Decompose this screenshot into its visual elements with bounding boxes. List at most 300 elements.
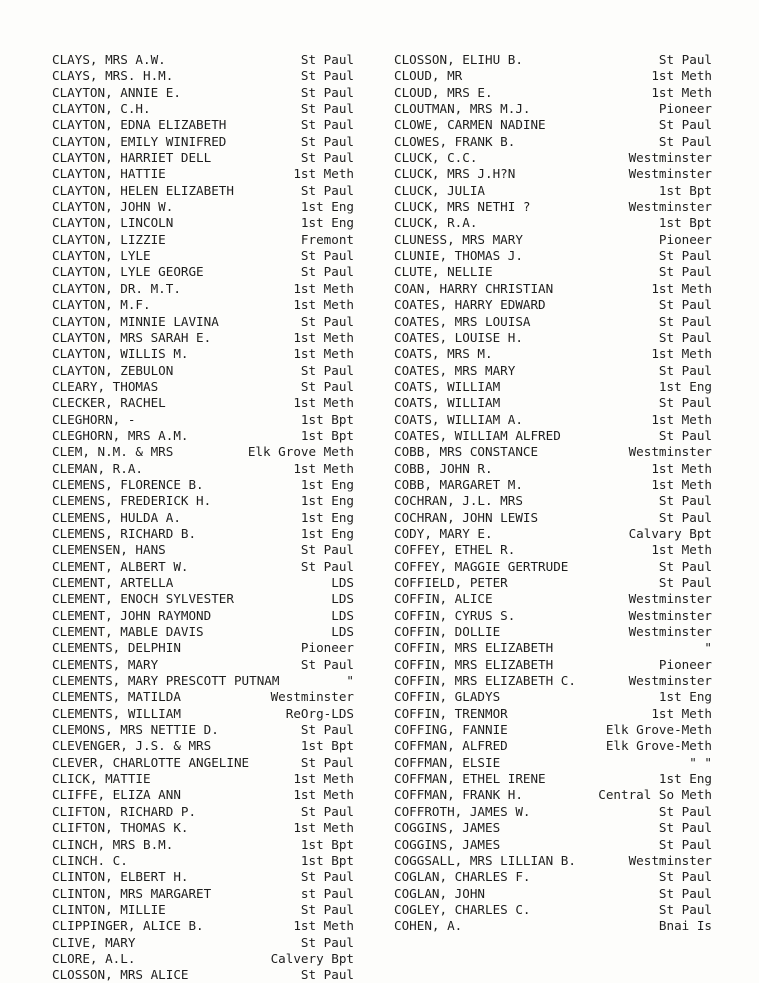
- directory-entry: [394, 755, 712, 771]
- entry-church: 1st Meth: [293, 820, 354, 836]
- directory-entry: [52, 444, 354, 460]
- entry-name: COGLAN, JOHN: [394, 885, 485, 901]
- directory-entry: [394, 346, 712, 362]
- entry-name: CLEMENS, FREDERICK H.: [52, 493, 212, 509]
- entry-name: CLEMENT, ENOCH SYLVESTER: [52, 591, 234, 607]
- directory-entry: [394, 526, 712, 542]
- entry-name: CLEM, N.M. & MRS: [52, 444, 174, 460]
- directory-entry: [52, 379, 354, 395]
- entry-church: St Paul: [658, 362, 712, 378]
- entry-church: 1st Eng: [300, 493, 354, 509]
- entry-name: CLECKER, RACHEL: [52, 395, 166, 411]
- entry-name: COFFMAN, ALFRED: [394, 738, 508, 754]
- entry-church: St Paul: [658, 820, 712, 836]
- entry-name: COGLAN, CHARLES F.: [394, 869, 531, 885]
- directory-entry: [394, 706, 712, 722]
- directory-entry: [394, 542, 712, 558]
- entry-name: CLAYTON, LYLE: [52, 248, 151, 264]
- directory-entry: [52, 101, 354, 117]
- directory-entry: [394, 330, 712, 346]
- entry-church: Fremont: [300, 231, 354, 247]
- entry-name: CLINTON, MRS MARGARET: [52, 885, 212, 901]
- entry-church: St Paul: [300, 101, 354, 117]
- entry-church: 1st Meth: [651, 705, 712, 721]
- directory-entry: [52, 281, 354, 297]
- directory-entry: [394, 314, 712, 330]
- entry-name: CLUCK, MRS NETHI ?: [394, 199, 531, 215]
- directory-entry: [394, 215, 712, 231]
- entry-name: COFFIELD, PETER: [394, 575, 508, 590]
- entry-name: COFFIN, TRENMOR: [394, 705, 508, 721]
- directory-entry: [394, 689, 712, 705]
- entry-name: COGGSALL, MRS LILLIAN B.: [394, 852, 576, 868]
- entry-church: St Paul: [300, 52, 354, 67]
- entry-name: COFFIN, DOLLIE: [394, 624, 501, 640]
- directory-entry: [52, 706, 354, 722]
- directory-entry: [52, 787, 354, 803]
- directory-entry: [394, 297, 712, 313]
- directory-entry: [52, 232, 354, 248]
- entry-name: CLEMENT, MABLE DAVIS: [52, 624, 204, 640]
- entry-church: St Paul: [658, 248, 712, 264]
- entry-church: St Paul: [658, 52, 712, 67]
- entry-church: 1st Meth: [651, 346, 712, 362]
- entry-church: 1st Meth: [293, 771, 354, 787]
- directory-entry: [394, 640, 712, 656]
- entry-church: Elk Grove Meth: [247, 444, 354, 460]
- directory-entry: [52, 886, 354, 902]
- entry-name: CLIFTON, THOMAS K.: [52, 820, 189, 836]
- entry-church: 1st Meth: [651, 460, 712, 476]
- entry-church: 1st Meth: [293, 280, 354, 296]
- directory-entry: [394, 183, 712, 199]
- entry-name: CLEMENS, RICHARD B.: [52, 525, 197, 541]
- directory-entry: [52, 248, 354, 264]
- entry-church: 1st Meth: [651, 280, 712, 296]
- directory-entry: [52, 117, 354, 133]
- entry-church: Bnai Is: [658, 918, 712, 934]
- entry-church: Pioneer: [658, 656, 712, 672]
- entry-church: 1st Bpt: [300, 738, 354, 754]
- entry-name: COATES, HARRY EDWARD: [394, 297, 546, 313]
- entry-name: CLAYTON, MINNIE LAVINA: [52, 313, 219, 329]
- directory-entry: [52, 85, 354, 101]
- directory-entry: [394, 281, 712, 297]
- directory-entry: [394, 428, 712, 444]
- directory-entry: [394, 918, 712, 934]
- entry-name: CLAYS, MRS. H.M.: [52, 68, 174, 84]
- directory-entry: [52, 52, 354, 68]
- directory-entry: [52, 542, 354, 558]
- entry-church: St Paul: [658, 558, 712, 574]
- entry-church: 1st Eng: [300, 476, 354, 492]
- directory-entry: [52, 591, 354, 607]
- directory-entry: [394, 232, 712, 248]
- right-column: [394, 52, 712, 935]
- directory-entry: [52, 869, 354, 885]
- directory-entry: [52, 689, 354, 705]
- entry-church: ": [704, 640, 712, 656]
- directory-entry: [394, 624, 712, 640]
- entry-name: COAN, HARRY CHRISTIAN: [394, 280, 554, 296]
- directory-entry: [52, 804, 354, 820]
- entry-church: LDS: [331, 607, 354, 623]
- directory-entry: [52, 493, 354, 509]
- directory-entry: [394, 820, 712, 836]
- entry-name: COATS, WILLIAM: [394, 395, 501, 411]
- entry-church: 1st Bpt: [658, 215, 712, 231]
- directory-entry: [52, 461, 354, 477]
- entry-church: St Paul: [300, 378, 354, 394]
- entry-name: COATS, MRS M.: [394, 346, 493, 362]
- entry-church: St Paul: [300, 803, 354, 819]
- directory-entry: [394, 444, 712, 460]
- entry-name: CLOUD, MRS E.: [394, 84, 493, 100]
- entry-name: CLEMAN, R.A.: [52, 460, 143, 476]
- entry-church: Pioneer: [658, 101, 712, 117]
- entry-church: 1st Eng: [658, 378, 712, 394]
- entry-church: St Paul: [300, 84, 354, 100]
- entry-church: 1st Bpt: [300, 427, 354, 443]
- entry-name: CLUCK, JULIA: [394, 182, 485, 198]
- entry-church: ": [346, 673, 354, 689]
- entry-name: CLEVER, CHARLOTTE ANGELINE: [52, 754, 250, 770]
- entry-name: CLEGHORN, -: [52, 411, 136, 427]
- entry-church: St Paul: [658, 575, 712, 590]
- entry-name: CLAYTON, HARRIET DELL: [52, 150, 212, 166]
- entry-church: Westminster: [628, 607, 712, 623]
- directory-entry: [394, 902, 712, 918]
- directory-entry: [52, 853, 354, 869]
- directory-entry: [52, 902, 354, 918]
- directory-entry: [52, 215, 354, 231]
- directory-entry: [394, 837, 712, 853]
- entry-name: COATS, WILLIAM A.: [394, 411, 523, 427]
- directory-entry: [52, 608, 354, 624]
- entry-name: CLEMONS, MRS NETTIE D.: [52, 722, 219, 738]
- directory-entry: [52, 673, 354, 689]
- directory-entry: [52, 738, 354, 754]
- entry-church: " ": [689, 754, 712, 770]
- entry-name: CLEMENTS, MARY: [52, 656, 159, 672]
- directory-entry: [52, 771, 354, 787]
- entry-church: St Paul: [300, 656, 354, 672]
- directory-entry: [52, 314, 354, 330]
- entry-church: St Paul: [658, 901, 712, 917]
- directory-entry: [52, 346, 354, 362]
- entry-church: St Paul: [300, 248, 354, 264]
- directory-entry: [52, 264, 354, 280]
- directory-entry: [394, 68, 712, 84]
- entry-name: COFFIN, GLADYS: [394, 689, 501, 705]
- entry-name: CLUNIE, THOMAS J.: [394, 248, 523, 264]
- entry-name: CLOSSON, MRS ALICE: [52, 967, 189, 983]
- entry-name: CLAYTON, WILLIS M.: [52, 346, 189, 362]
- entry-church: 1st Eng: [300, 215, 354, 231]
- entry-name: CLEMENTS, MARY PRESCOTT PUTNAM: [52, 673, 280, 689]
- entry-name: CLAYTON, ANNIE E.: [52, 84, 181, 100]
- entry-name: CLUTE, NELLIE: [394, 264, 493, 280]
- entry-name: CLIFTON, RICHARD P.: [52, 803, 197, 819]
- entry-church: 1st Meth: [651, 542, 712, 558]
- entry-church: St Paul: [658, 297, 712, 313]
- directory-entry: [52, 330, 354, 346]
- directory-entry: [394, 559, 712, 575]
- entry-name: COGGINS, JAMES: [394, 836, 501, 852]
- entry-church: 1st Meth: [293, 329, 354, 345]
- entry-name: CLOUD, MR: [394, 68, 463, 84]
- entry-church: 1st Bpt: [300, 836, 354, 852]
- entry-church: 1st Meth: [293, 346, 354, 362]
- entry-church: St Paul: [658, 313, 712, 329]
- entry-church: 1st Meth: [293, 395, 354, 411]
- directory-entry: [52, 134, 354, 150]
- directory-entry: [394, 608, 712, 624]
- directory-entry: [394, 117, 712, 133]
- entry-church: Westminster: [628, 199, 712, 215]
- entry-church: St Paul: [658, 329, 712, 345]
- entry-name: CLAYTON, C.H.: [52, 101, 151, 117]
- entry-church: 1st Bpt: [300, 852, 354, 868]
- entry-church: Elk Grove-Meth: [605, 722, 712, 738]
- entry-name: CLOUTMAN, MRS M.J.: [394, 101, 531, 117]
- entry-church: St Paul: [658, 869, 712, 885]
- entry-church: St Paul: [300, 869, 354, 885]
- entry-name: CLAYTON, M.F.: [52, 297, 151, 313]
- entry-name: CLEMENT, ARTELLA: [52, 575, 174, 590]
- entry-name: CLEMENSEN, HANS: [52, 542, 166, 558]
- entry-name: COFFMAN, ELSIE: [394, 754, 501, 770]
- directory-entry: [394, 166, 712, 182]
- entry-church: 1st Meth: [293, 166, 354, 182]
- entry-name: CLEGHORN, MRS A.M.: [52, 427, 189, 443]
- entry-name: CLUCK, R.A.: [394, 215, 478, 231]
- directory-entry: [52, 412, 354, 428]
- entry-name: CLAYTON, EDNA ELIZABETH: [52, 117, 227, 133]
- directory-entry: [52, 755, 354, 771]
- entry-church: Westminster: [628, 150, 712, 166]
- directory-entry: [52, 640, 354, 656]
- left-column: [52, 52, 354, 984]
- directory-entry: [52, 951, 354, 967]
- directory-entry: [52, 575, 354, 591]
- entry-name: CLINTON, MILLIE: [52, 901, 166, 917]
- directory-entry: [52, 68, 354, 84]
- entry-church: 1st Meth: [293, 787, 354, 803]
- directory-entry: [52, 428, 354, 444]
- entry-name: CLEVENGER, J.S. & MRS: [52, 738, 212, 754]
- entry-name: COFFMAN, ETHEL IRENE: [394, 771, 546, 787]
- entry-name: CLOSSON, ELIHU B.: [394, 52, 523, 67]
- entry-church: St Paul: [658, 493, 712, 509]
- directory-entry: [394, 477, 712, 493]
- directory-entry: [52, 624, 354, 640]
- entry-name: COFFEY, ETHEL R.: [394, 542, 516, 558]
- entry-name: COFFEY, MAGGIE GERTRUDE: [394, 558, 569, 574]
- entry-name: CLAYTON, EMILY WINIFRED: [52, 133, 227, 149]
- directory-entry: [394, 412, 712, 428]
- entry-church: St Paul: [300, 934, 354, 950]
- entry-name: COHEN, A.: [394, 918, 463, 934]
- directory-entry: [394, 591, 712, 607]
- entry-name: CLEMENTS, DELPHIN: [52, 640, 181, 656]
- entry-name: CLEMENTS, WILLIAM: [52, 705, 181, 721]
- directory-entry: [52, 199, 354, 215]
- entry-church: Calvary Bpt: [628, 525, 712, 541]
- entry-church: Westminster: [628, 166, 712, 182]
- entry-church: Elk Grove-Meth: [605, 738, 712, 754]
- entry-church: 1st Bpt: [658, 182, 712, 198]
- entry-church: 1st Eng: [300, 525, 354, 541]
- entry-church: St Paul: [658, 803, 712, 819]
- entry-name: CLOWES, FRANK B.: [394, 133, 516, 149]
- entry-church: St Paul: [658, 264, 712, 280]
- directory-entry: [52, 559, 354, 575]
- entry-church: St Paul: [300, 967, 354, 983]
- directory-entry: [394, 804, 712, 820]
- entry-church: 1st Meth: [293, 297, 354, 313]
- entry-church: St Paul: [300, 313, 354, 329]
- directory-entry: [394, 493, 712, 509]
- entry-name: COFFIN, MRS ELIZABETH: [394, 656, 554, 672]
- entry-name: COATES, MRS MARY: [394, 362, 516, 378]
- entry-church: 1st Bpt: [300, 411, 354, 427]
- entry-church: 1st Meth: [651, 84, 712, 100]
- entry-church: Calvery Bpt: [270, 950, 354, 966]
- entry-name: CLIVE, MARY: [52, 934, 136, 950]
- entry-church: St Paul: [300, 754, 354, 770]
- entry-name: COATS, WILLIAM: [394, 378, 501, 394]
- directory-entry: [52, 363, 354, 379]
- entry-church: St Paul: [300, 901, 354, 917]
- directory-entry: [394, 199, 712, 215]
- entry-church: St Paul: [300, 182, 354, 198]
- directory-entry: [52, 297, 354, 313]
- entry-church: Westminster: [628, 591, 712, 607]
- entry-church: St Paul: [300, 362, 354, 378]
- entry-church: LDS: [331, 624, 354, 640]
- entry-church: St Paul: [300, 117, 354, 133]
- entry-name: CLICK, MATTIE: [52, 771, 151, 787]
- directory-entry: [394, 264, 712, 280]
- entry-name: COATES, MRS LOUISA: [394, 313, 531, 329]
- entry-name: COFFIN, ALICE: [394, 591, 493, 607]
- entry-church: st Paul: [300, 885, 354, 901]
- entry-name: CLUCK, MRS J.H?N: [394, 166, 516, 182]
- directory-entry: [394, 379, 712, 395]
- entry-name: CLEMENT, JOHN RAYMOND: [52, 607, 212, 623]
- directory-entry: [394, 248, 712, 264]
- directory-entry: [52, 918, 354, 934]
- entry-name: CLINCH, MRS B.M.: [52, 836, 174, 852]
- entry-name: COBB, MRS CONSTANCE: [394, 444, 539, 460]
- entry-church: LDS: [331, 575, 354, 590]
- entry-name: CLEMENS, HULDA A.: [52, 509, 181, 525]
- directory-entry: [394, 657, 712, 673]
- entry-church: LDS: [331, 591, 354, 607]
- entry-name: CLIPPINGER, ALICE B.: [52, 918, 204, 934]
- entry-name: CLAYTON, ZEBULON: [52, 362, 174, 378]
- entry-church: 1st Meth: [651, 411, 712, 427]
- directory-entry: [394, 52, 712, 68]
- entry-name: COATES, WILLIAM ALFRED: [394, 427, 561, 443]
- entry-name: CLAYTON, HATTIE: [52, 166, 166, 182]
- entry-church: Westminster: [628, 673, 712, 689]
- directory-entry: [394, 869, 712, 885]
- entry-name: COFFMAN, FRANK H.: [394, 787, 523, 803]
- entry-name: COBB, JOHN R.: [394, 460, 493, 476]
- directory-entry: [52, 150, 354, 166]
- directory-entry: [394, 134, 712, 150]
- entry-name: CLAYTON, HELEN ELIZABETH: [52, 182, 234, 198]
- entry-name: COFFING, FANNIE: [394, 722, 508, 738]
- directory-entry: [394, 461, 712, 477]
- entry-church: St Paul: [658, 427, 712, 443]
- directory-entry: [394, 771, 712, 787]
- directory-entry: [52, 395, 354, 411]
- entry-church: St Paul: [300, 542, 354, 558]
- entry-name: CLAYTON, LYLE GEORGE: [52, 264, 204, 280]
- entry-church: 1st Meth: [293, 460, 354, 476]
- entry-name: COFFIN, MRS ELIZABETH C.: [394, 673, 576, 689]
- directory-entry: [394, 787, 712, 803]
- entry-church: St Paul: [658, 117, 712, 133]
- entry-church: St Paul: [300, 133, 354, 149]
- entry-name: COATES, LOUISE H.: [394, 329, 523, 345]
- entry-church: Pioneer: [658, 231, 712, 247]
- entry-church: 1st Eng: [658, 689, 712, 705]
- entry-name: CLAYTON, DR. M.T.: [52, 280, 181, 296]
- entry-name: CLAYTON, LIZZIE: [52, 231, 166, 247]
- entry-name: COFFIN, MRS ELIZABETH: [394, 640, 554, 656]
- directory-entry: [52, 837, 354, 853]
- directory-entry: [394, 101, 712, 117]
- directory-entry: [394, 395, 712, 411]
- entry-church: St Paul: [658, 509, 712, 525]
- entry-name: COCHRAN, J.L. MRS: [394, 493, 523, 509]
- directory-entry: [52, 183, 354, 199]
- directory-entry: [394, 853, 712, 869]
- directory-entry: [394, 673, 712, 689]
- directory-entry: [52, 967, 354, 983]
- entry-church: 1st Meth: [651, 68, 712, 84]
- entry-church: 1st Eng: [300, 509, 354, 525]
- directory-entry: [52, 935, 354, 951]
- directory-entry: [394, 886, 712, 902]
- entry-name: COGGINS, JAMES: [394, 820, 501, 836]
- directory-entry: [52, 510, 354, 526]
- entry-name: CLEMENT, ALBERT W.: [52, 558, 189, 574]
- entry-name: CLAYS, MRS A.W.: [52, 52, 166, 67]
- directory-entry: [394, 738, 712, 754]
- directory-entry: [52, 526, 354, 542]
- entry-name: CLINCH. C.: [52, 852, 128, 868]
- entry-church: Westminster: [628, 624, 712, 640]
- entry-name: COBB, MARGARET M.: [394, 476, 523, 492]
- entry-church: St Paul: [300, 150, 354, 166]
- directory-entry: [394, 150, 712, 166]
- entry-church: St Paul: [658, 885, 712, 901]
- entry-name: CLEMENS, FLORENCE B.: [52, 476, 204, 492]
- directory-entry: [394, 510, 712, 526]
- entry-name: CLAYTON, MRS SARAH E.: [52, 329, 212, 345]
- entry-church: Westminster: [628, 444, 712, 460]
- entry-name: CLEMENTS, MATILDA: [52, 689, 181, 705]
- entry-church: 1st Eng: [300, 199, 354, 215]
- entry-church: St Paul: [300, 558, 354, 574]
- entry-name: CODY, MARY E.: [394, 525, 493, 541]
- entry-name: CLAYTON, LINCOLN: [52, 215, 174, 231]
